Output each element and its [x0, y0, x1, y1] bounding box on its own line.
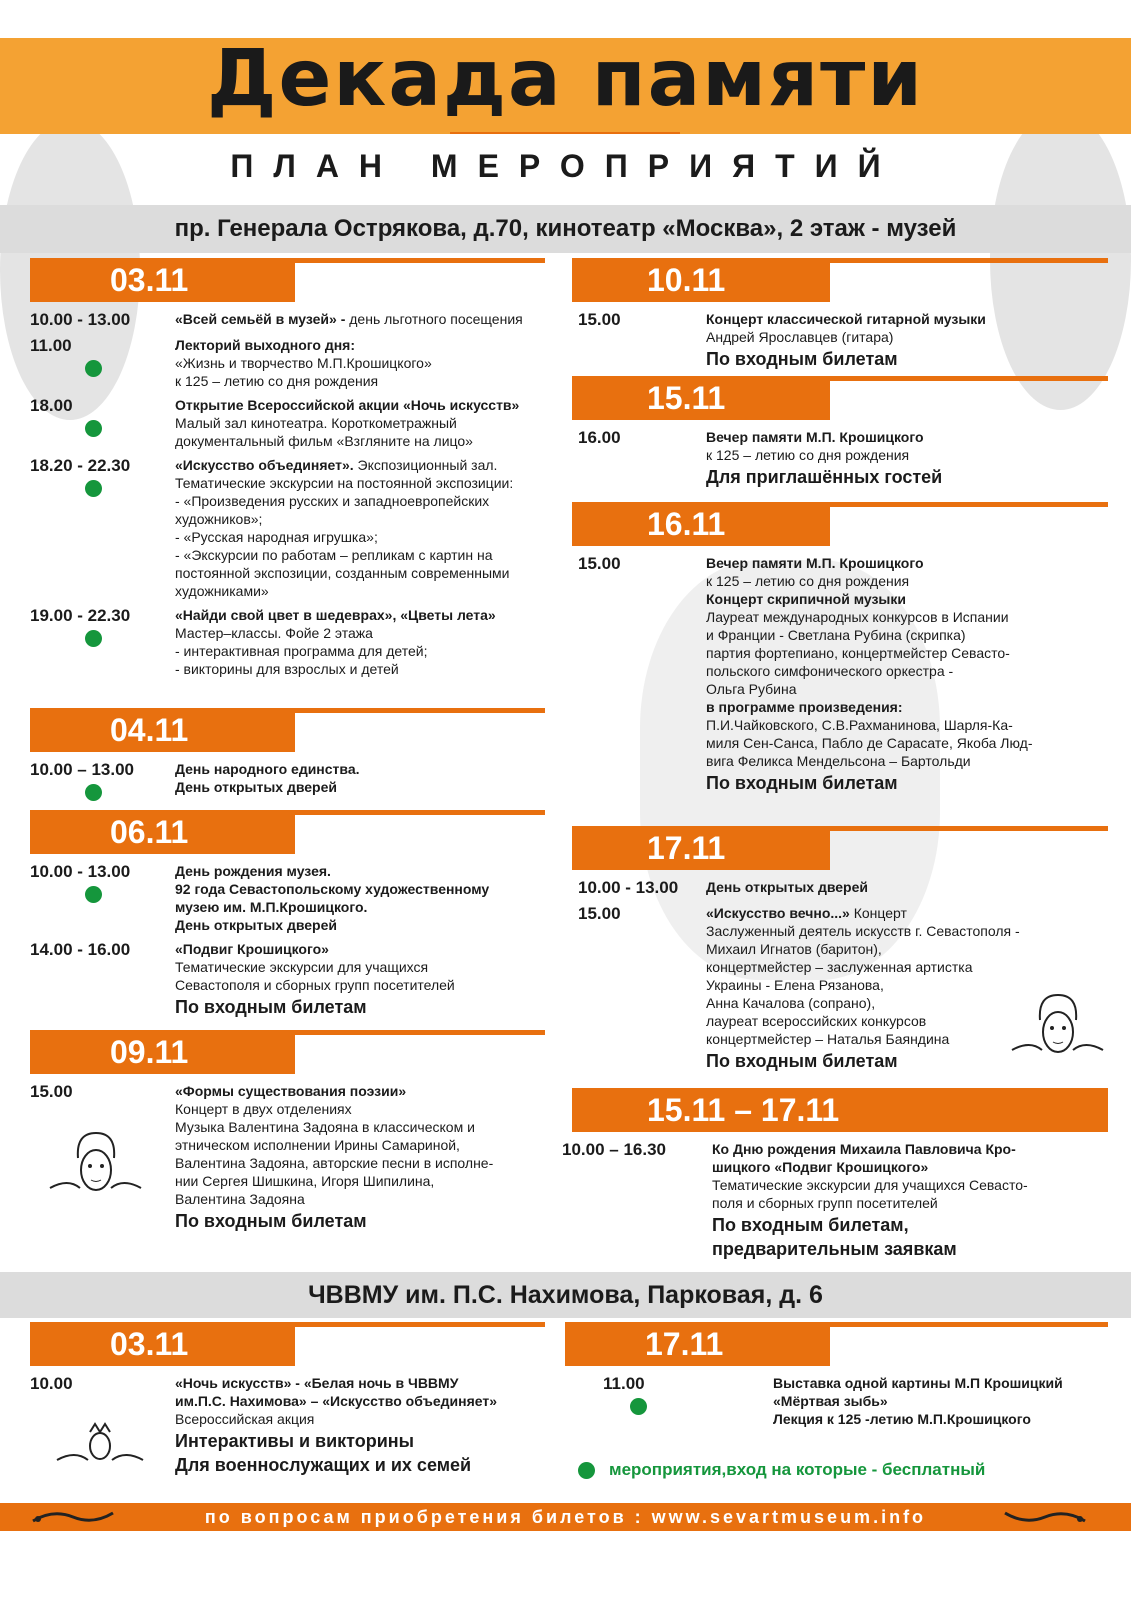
date-bar	[572, 826, 1108, 870]
event-text: Михаил Игнатов (баритон),	[706, 941, 882, 957]
event-text: Украины - Елена Рязанова,	[706, 977, 884, 993]
event-text: «Искусство объединяет».	[175, 457, 358, 473]
event-text: лауреат всероссийских конкурсов	[706, 1013, 927, 1029]
event-line	[706, 752, 1033, 770]
event-time: 11.00	[603, 1374, 645, 1393]
event-text: Анна Качалова (сопрано),	[706, 995, 876, 1011]
event-line	[175, 336, 432, 354]
event-description	[706, 554, 1033, 794]
event-line	[175, 492, 513, 510]
event-list	[30, 302, 545, 678]
event-line	[175, 432, 519, 450]
free-entry-dot-icon	[85, 480, 102, 497]
event-row	[30, 396, 545, 450]
event-line	[175, 1190, 493, 1208]
event-text: День рождения музея.	[175, 863, 331, 879]
event-text: Тематические экскурсии для учащихся	[175, 959, 429, 975]
event-text: По входным билетам	[175, 997, 367, 1017]
event-line	[175, 880, 489, 898]
event-line	[175, 624, 496, 642]
event-text: Малый зал кинотеатра. Короткометражный	[175, 415, 457, 431]
event-line	[175, 582, 513, 600]
theater-mask-icon	[1010, 990, 1105, 1065]
ornament-right-icon	[1000, 1503, 1090, 1531]
event-text: - интерактивная программа для детей;	[175, 643, 428, 659]
event-text: вига Феликса Мендельсона – Бартольди	[706, 753, 971, 769]
day-block	[30, 810, 545, 1024]
event-time: 14.00 - 16.00	[30, 940, 131, 959]
event-text: П.И.Чайковского, С.В.Рахманинова, Шарля-Ка-	[706, 717, 1013, 733]
event-description	[175, 1082, 493, 1232]
free-entry-dot-icon	[85, 630, 102, 647]
event-description	[175, 760, 360, 796]
date-bar	[30, 708, 545, 752]
event-text: день льготного посещения	[349, 311, 523, 327]
event-text: Выставка одной картины М.П Крошицкий	[773, 1375, 1063, 1391]
event-line	[175, 1410, 497, 1428]
page-subtitle: ПЛАН МЕРОПРИЯТИЙ	[230, 148, 901, 184]
event-line	[706, 698, 1033, 716]
event-text: «Жизнь и творчество М.П.Крошицкого»	[175, 355, 432, 371]
event-time: 15.00	[578, 310, 621, 329]
date-label: 15.11 – 17.11	[572, 1088, 1108, 1132]
event-text: Лекторий выходного дня:	[175, 337, 356, 353]
event-text: Всероссийская акция	[175, 1411, 315, 1427]
event-line	[175, 778, 360, 796]
event-description	[706, 310, 986, 370]
event-line	[712, 1212, 1028, 1236]
ornament-left-icon	[28, 1503, 118, 1531]
event-text: Валентина Задояна, авторские песни в исполне-	[175, 1155, 494, 1171]
event-line	[706, 904, 1020, 922]
free-entry-legend	[578, 1460, 985, 1480]
event-line	[175, 1428, 497, 1452]
event-text: Ко Дню рождения Михаила Павловича Кро-	[712, 1141, 1016, 1157]
event-row	[30, 606, 545, 678]
date-label: 15.11	[572, 376, 830, 420]
event-line	[706, 310, 986, 328]
event-time: 10.00 - 13.00	[30, 862, 131, 881]
event-text: миля Сен-Санса, Пабло де Сарасате, Якоба Люд-	[706, 735, 1033, 751]
event-text: этническом исполнении Ирины Самариной,	[175, 1137, 460, 1153]
event-text: Заслуженный деятель искусств г. Севастополя -	[706, 923, 1020, 939]
event-text: документальный фильм «Взгляните на лицо»	[175, 433, 473, 449]
event-line	[175, 1100, 493, 1118]
event-line	[175, 310, 523, 328]
event-description	[175, 940, 455, 1018]
event-text: Ольга Рубина	[706, 681, 797, 697]
event-text: Мастер–классы. Фойе 2 этажа	[175, 625, 373, 641]
event-row	[30, 456, 545, 600]
event-text: к 125 – летию со дня рождения	[175, 373, 379, 389]
event-list	[572, 302, 1108, 370]
event-description	[175, 862, 489, 934]
event-line	[175, 528, 513, 546]
event-line	[175, 1374, 497, 1392]
event-time: 15.00	[578, 904, 621, 923]
event-line	[175, 354, 432, 372]
event-text: «Найди свой цвет в шедеврах», «Цветы лета»	[175, 607, 496, 623]
event-time: 19.00 - 22.30	[30, 606, 131, 625]
event-line	[175, 976, 455, 994]
event-line	[175, 396, 519, 414]
event-text: предварительным заявкам	[712, 1239, 957, 1259]
day-block	[572, 502, 1108, 800]
event-row	[30, 940, 545, 1018]
event-text: Концерт	[853, 905, 907, 921]
date-label: 16.11	[572, 502, 830, 546]
event-line	[706, 464, 942, 488]
event-text: Музыка Валентина Задояна в классическом и	[175, 1119, 475, 1135]
event-line	[706, 994, 1020, 1012]
event-row	[572, 554, 1108, 794]
event-line	[175, 474, 513, 492]
event-line	[706, 346, 986, 370]
event-list	[565, 1366, 1108, 1428]
event-text: Тематические экскурсии для учащихся Севасто-	[712, 1177, 1028, 1193]
event-line	[175, 1082, 493, 1100]
event-line	[175, 1118, 493, 1136]
event-line	[706, 446, 942, 464]
event-line	[175, 898, 489, 916]
event-line	[175, 642, 496, 660]
event-text: поля и сборных групп посетителей	[712, 1195, 938, 1211]
event-line	[175, 940, 455, 958]
event-line	[773, 1410, 1063, 1428]
event-text: Вечер памяти М.П. Крошицкого	[706, 429, 924, 445]
event-line	[706, 626, 1033, 644]
event-line	[712, 1140, 1028, 1158]
event-list	[30, 854, 545, 1018]
event-text: и Франции - Светлана Рубина (скрипка)	[706, 627, 966, 643]
event-text: Интерактивы и викторины	[175, 1431, 415, 1451]
event-text: Экспозиционный зал.	[357, 457, 498, 473]
date-label: 17.11	[572, 826, 830, 870]
event-description	[175, 606, 496, 678]
second-venue-address: ЧВВМУ им. П.С. Нахимова, Парковая, д. 6	[0, 1272, 1131, 1318]
event-line	[712, 1194, 1028, 1212]
event-line	[706, 976, 1020, 994]
event-text: художников»;	[175, 511, 263, 527]
event-description	[175, 396, 519, 450]
day-block	[30, 708, 545, 802]
event-line	[706, 590, 1033, 608]
event-row	[30, 862, 545, 934]
event-row	[572, 878, 1108, 898]
event-text: «Искусство вечно...»	[706, 905, 854, 921]
date-bar	[30, 810, 545, 854]
event-time: 10.00 - 13.00	[30, 310, 131, 329]
event-line	[175, 1154, 493, 1172]
event-line	[706, 554, 1033, 572]
event-line	[706, 922, 1020, 940]
event-text: концертмейстер – Наталья Баяндина	[706, 1031, 950, 1047]
event-text: художниками»	[175, 583, 269, 599]
event-line	[175, 760, 360, 778]
event-text: «Подвиг Крошицкого»	[175, 941, 329, 957]
event-line	[175, 1392, 497, 1410]
date-label: 03.11	[30, 258, 295, 302]
event-text: - «Произведения русских и западноевропейских	[175, 493, 490, 509]
event-text: День открытых дверей	[706, 879, 868, 895]
free-entry-dot-icon	[630, 1398, 647, 1415]
event-description	[706, 878, 868, 898]
date-label: 04.11	[30, 708, 295, 752]
event-description	[706, 904, 1020, 1072]
event-time: 18.20 - 22.30	[30, 456, 131, 475]
event-line	[175, 660, 496, 678]
event-line	[175, 862, 489, 880]
event-line	[706, 716, 1033, 734]
event-text: По входным билетам	[706, 1051, 898, 1071]
event-text: Севастополя и сборных групп посетителей	[175, 977, 455, 993]
event-line	[773, 1374, 1063, 1392]
event-text: в программе произведения:	[706, 699, 903, 715]
event-line	[706, 770, 1033, 794]
event-text: «Формы существования поэзии»	[175, 1083, 407, 1099]
event-text: Для приглашённых гостей	[706, 467, 943, 487]
date-label: 03.11	[30, 1322, 295, 1366]
event-text: 92 года Севастопольскому художественному	[175, 881, 490, 897]
event-description	[773, 1374, 1063, 1428]
event-line	[175, 1208, 493, 1232]
date-bar	[30, 258, 545, 302]
event-list	[562, 1132, 1108, 1260]
day-block	[30, 258, 545, 684]
event-text: Лекция к 125 -летию М.П.Крошицкого	[773, 1411, 1031, 1427]
event-text: День открытых дверей	[175, 779, 337, 795]
event-line	[175, 456, 513, 474]
event-text: им.П.С. Нахимова» – «Искусство объединяет»	[175, 1393, 498, 1409]
event-time: 10.00 - 13.00	[578, 878, 679, 897]
event-text: По входным билетам,	[712, 1215, 909, 1235]
day-block	[572, 258, 1108, 376]
event-text: «Всей семьёй в музей» -	[175, 311, 350, 327]
event-line	[706, 940, 1020, 958]
page-title: Декада памяти	[207, 34, 924, 124]
event-text: Лауреат международных конкурсов в Испании	[706, 609, 1009, 625]
event-line	[175, 1172, 493, 1190]
event-line	[175, 546, 513, 564]
theater-mask-icon	[48, 1128, 143, 1203]
free-entry-dot-icon	[85, 360, 102, 377]
event-row	[572, 310, 1108, 370]
event-text: По входным билетам	[706, 349, 898, 369]
event-line	[175, 510, 513, 528]
date-bar	[572, 1088, 1108, 1132]
free-entry-dot-icon	[85, 420, 102, 437]
event-line	[175, 994, 455, 1018]
event-text: шицкого «Подвиг Крошицкого»	[712, 1159, 929, 1175]
date-label: 10.11	[572, 258, 830, 302]
footer-tickets-info: по вопросам приобретения билетов : www.sevartmuseum.info	[0, 1503, 1131, 1531]
date-bar	[565, 1322, 1108, 1366]
event-text: «Ночь искусств» - «Белая ночь в ЧВВМУ	[175, 1375, 459, 1391]
free-entry-dot-icon	[85, 886, 102, 903]
event-description	[175, 310, 523, 330]
event-list	[572, 420, 1108, 488]
event-text: партия фортепиано, концертмейстер Севасто-	[706, 645, 1010, 661]
event-text: По входным билетам	[706, 773, 898, 793]
event-line	[175, 1452, 497, 1476]
event-text: День народного единства.	[175, 761, 360, 777]
event-text: к 125 – летию со дня рождения	[706, 447, 910, 463]
event-text: Тематические экскурсии на постоянной экспозиции:	[175, 475, 514, 491]
event-line	[706, 328, 986, 346]
title-underline	[450, 132, 680, 134]
day-block	[562, 1088, 1108, 1266]
event-line	[706, 572, 1033, 590]
event-text: Вечер памяти М.П. Крошицкого	[706, 555, 924, 571]
event-line	[175, 606, 496, 624]
event-text: музею им. М.П.Крошицкого.	[175, 899, 368, 915]
date-label: 06.11	[30, 810, 295, 854]
event-row	[30, 336, 545, 390]
event-text: Для военнослужащих и их семей	[175, 1455, 472, 1475]
event-line	[175, 564, 513, 582]
event-text: По входным билетам	[175, 1211, 367, 1231]
event-line	[706, 428, 942, 446]
legend-text: мероприятия,вход на которые - бесплатный	[609, 1460, 986, 1479]
event-text: - викторины для взрослых и детей	[175, 661, 399, 677]
event-description	[706, 428, 942, 488]
day-block	[565, 1322, 1108, 1434]
event-row	[572, 428, 1108, 488]
event-row	[565, 1374, 1108, 1428]
event-text: Концерт скрипичной музыки	[706, 591, 907, 607]
event-line	[773, 1392, 1063, 1410]
event-text: День открытых дверей	[175, 917, 337, 933]
event-time: 15.00	[30, 1082, 73, 1101]
event-line	[175, 372, 432, 390]
event-time: 10.00 – 16.30	[562, 1140, 666, 1159]
event-line	[706, 1048, 1020, 1072]
event-text: «Мёртвая зыбь»	[773, 1393, 888, 1409]
event-line	[706, 680, 1033, 698]
event-text: к 125 – летию со дня рождения	[706, 573, 910, 589]
event-line	[706, 958, 1020, 976]
date-bar	[30, 1322, 545, 1366]
event-text: Открытие Всероссийской акции «Ночь искусств»	[175, 397, 520, 413]
crowned-mask-icon	[55, 1420, 145, 1470]
event-text: концертмейстер – заслуженная артистка	[706, 959, 973, 975]
event-description	[175, 336, 432, 390]
event-line	[706, 878, 868, 896]
event-line	[175, 958, 455, 976]
event-line	[175, 1136, 493, 1154]
event-row	[30, 310, 545, 330]
venue-address: пр. Генерала Острякова, д.70, кинотеатр «Москва», 2 этаж - музей	[0, 205, 1131, 253]
event-description	[175, 1374, 497, 1476]
event-line	[175, 916, 489, 934]
event-text: польского симфонического оркестра -	[706, 663, 954, 679]
date-bar	[572, 258, 1108, 302]
event-description	[175, 456, 513, 600]
event-line	[706, 608, 1033, 626]
event-text: - «Русская народная игрушка»;	[175, 529, 378, 545]
free-entry-dot-icon	[85, 784, 102, 801]
event-line	[706, 734, 1033, 752]
date-bar	[572, 502, 1108, 546]
event-line	[706, 662, 1033, 680]
event-line	[712, 1158, 1028, 1176]
event-list	[30, 752, 545, 796]
event-text: Валентина Задояна	[175, 1191, 305, 1207]
event-time: 16.00	[578, 428, 621, 447]
event-text: Андрей Ярославцев (гитара)	[706, 329, 894, 345]
date-bar	[30, 1030, 545, 1074]
event-text: нии Сергея Шишкина, Игоря Шипилина,	[175, 1173, 435, 1189]
event-line	[706, 1030, 1020, 1048]
green-dot-icon	[578, 1462, 595, 1479]
event-time: 11.00	[30, 336, 72, 355]
event-row	[30, 760, 545, 796]
event-time: 10.00 – 13.00	[30, 760, 134, 779]
event-time: 10.00	[30, 1374, 73, 1393]
event-time: 18.00	[30, 396, 73, 415]
event-line	[706, 1012, 1020, 1030]
event-text: - «Экскурсии по работам – репликам с картин на	[175, 547, 493, 563]
event-text: Концерт в двух отделениях	[175, 1101, 352, 1117]
event-line	[712, 1176, 1028, 1194]
date-bar	[572, 376, 1108, 420]
event-description	[712, 1140, 1028, 1260]
event-time: 15.00	[578, 554, 621, 573]
date-label: 17.11	[565, 1322, 830, 1366]
event-list	[572, 546, 1108, 794]
day-block	[572, 376, 1108, 494]
date-label: 09.11	[30, 1030, 295, 1074]
event-text: Концерт классической гитарной музыки	[706, 311, 986, 327]
event-row	[562, 1140, 1108, 1260]
event-line	[706, 644, 1033, 662]
event-line	[175, 414, 519, 432]
event-line	[712, 1236, 1028, 1260]
event-text: постоянной экспозиции, созданным современными	[175, 565, 510, 581]
